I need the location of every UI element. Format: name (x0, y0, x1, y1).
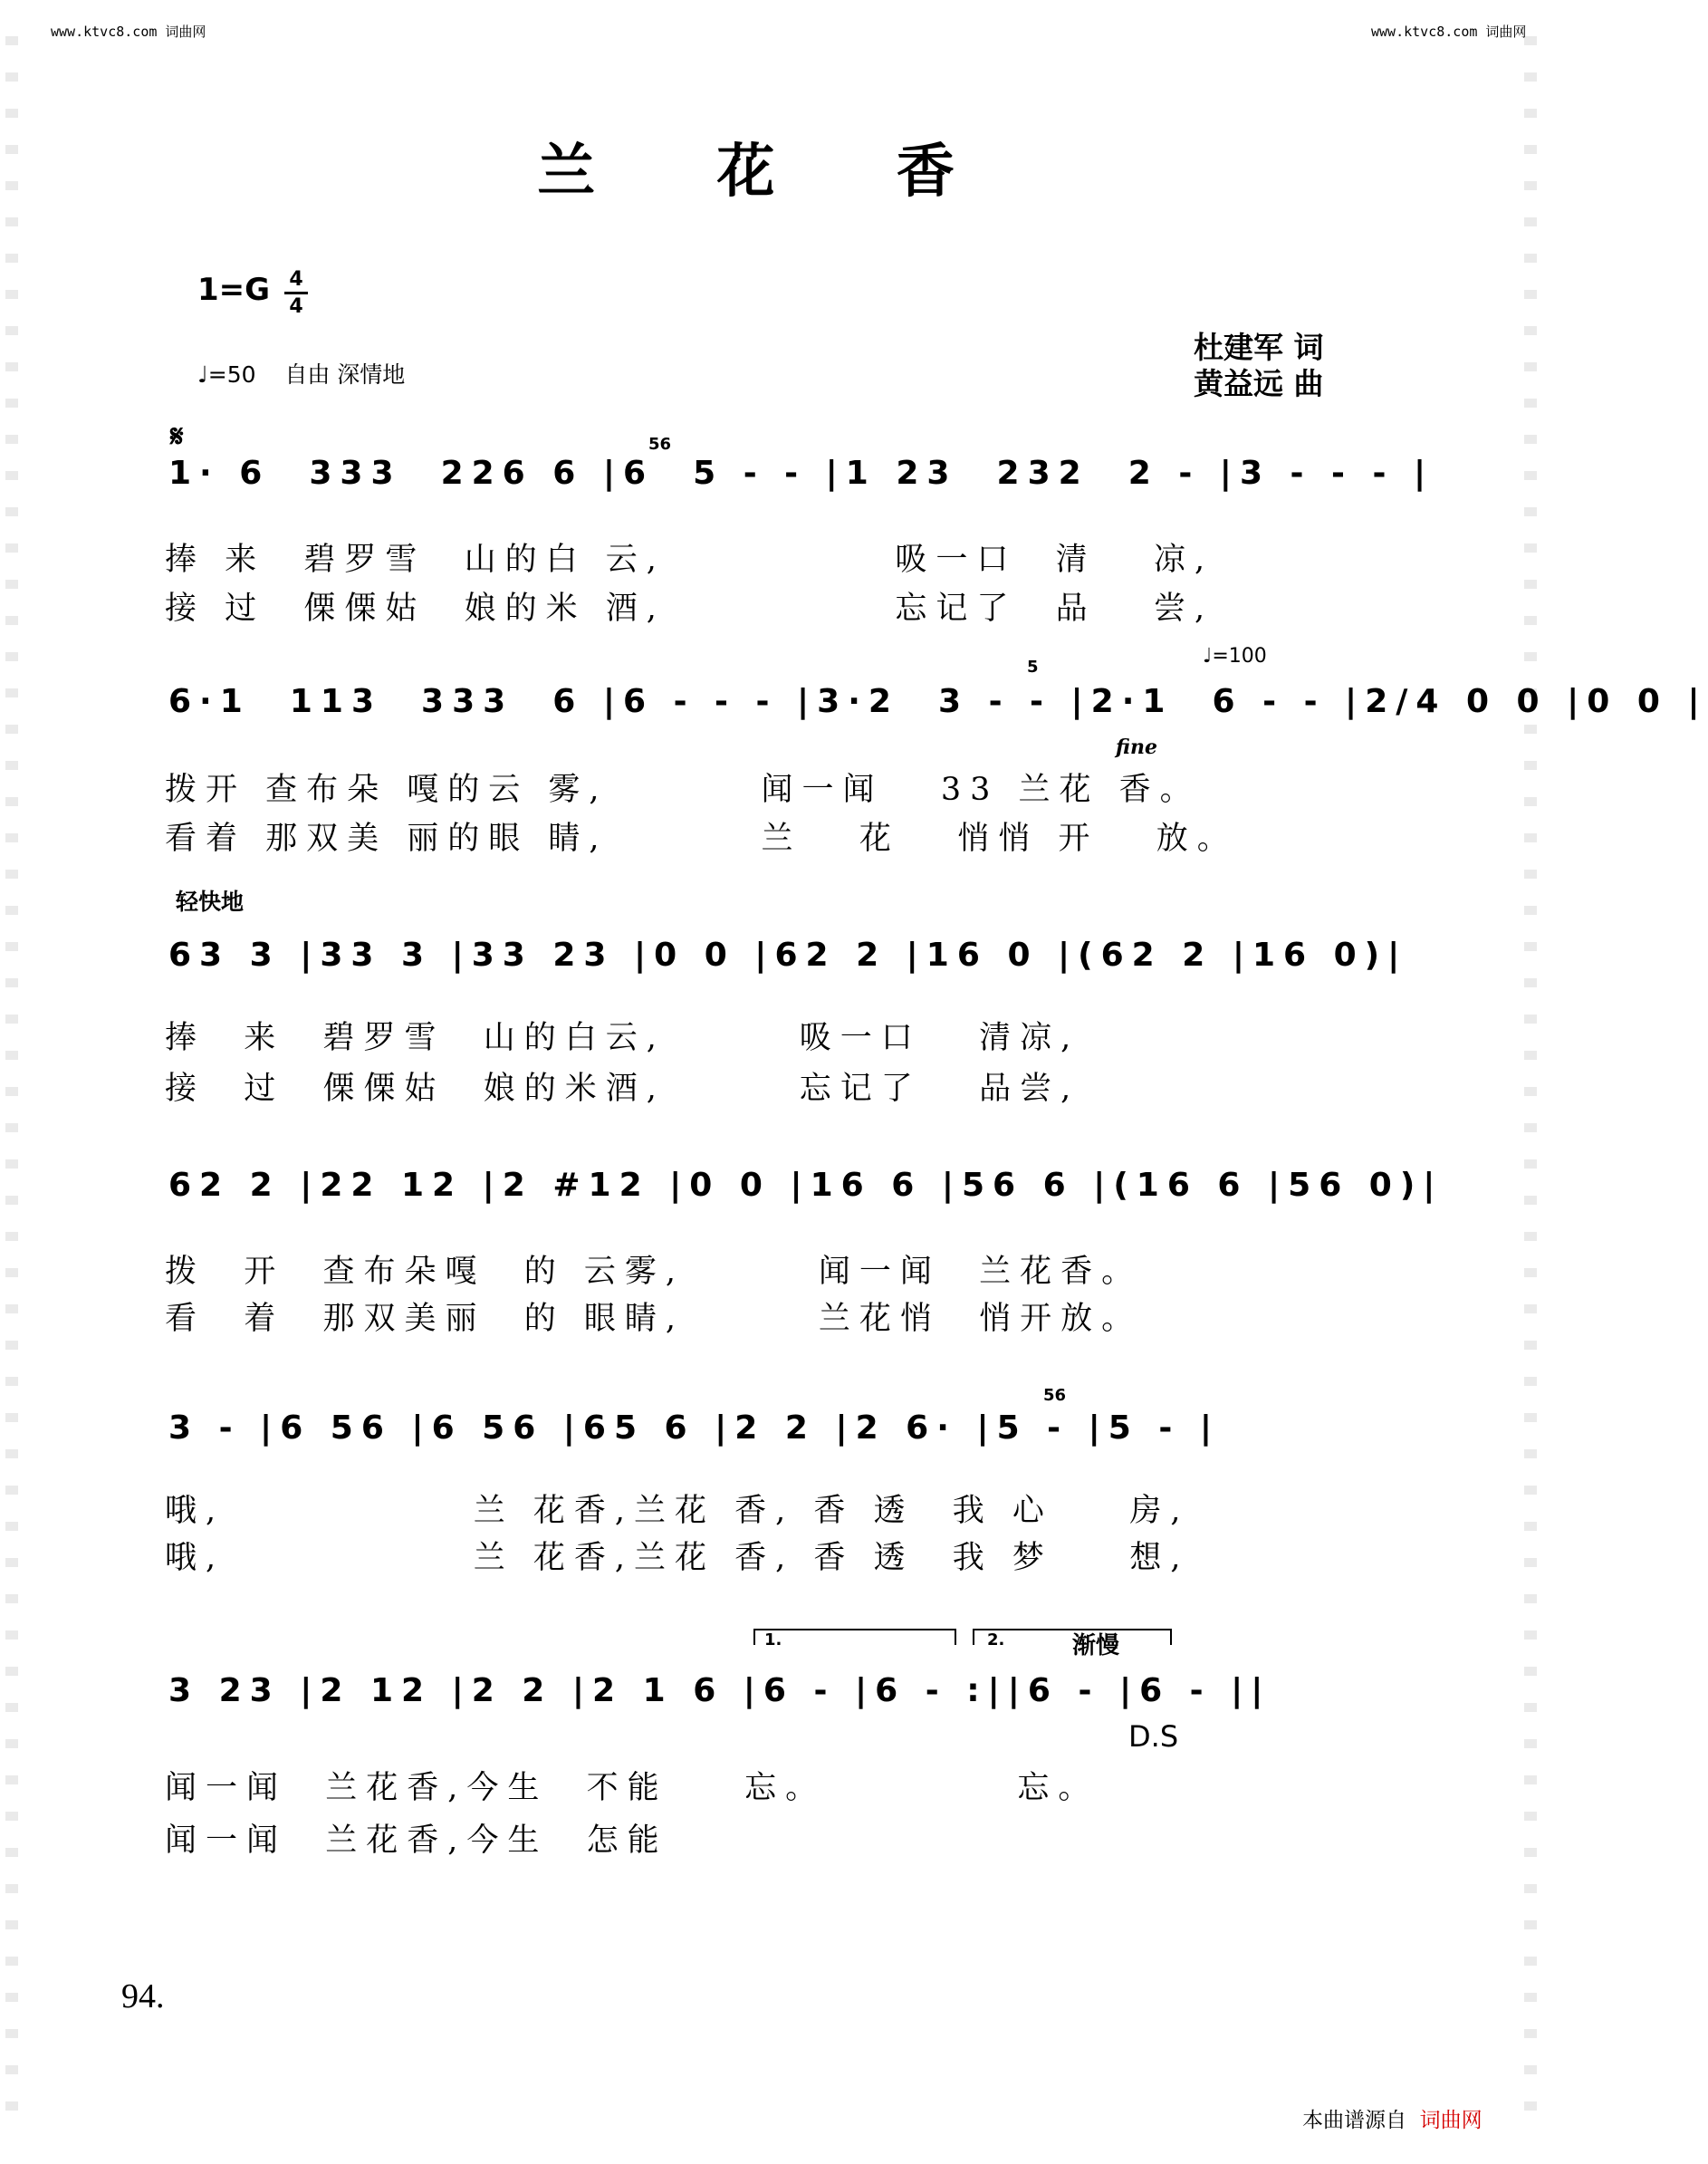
tempo-change: ♩=100 (1203, 645, 1267, 668)
dal-segno-marking: D.S (1128, 1719, 1179, 1754)
lyric-row-2b: 看着 那双美 丽的眼 睛, 兰 花 悄悄 开 放。 (165, 821, 1238, 857)
ritardando-marking: 渐慢 (1072, 1632, 1120, 1659)
lyric-row-6b: 闻一闻 兰花香,今生 怎能 (165, 1823, 668, 1859)
lyric-row-1b: 接 过 傈傈姑 娘的米 酒, 忘记了 品 尝, (165, 591, 1214, 627)
notation-row-6: 3 23 |2 12 |2 2 |2 1 6 |6 - |6 - :||6 - |6 - || (168, 1672, 1271, 1709)
expression-marking: 自由 深情地 (284, 361, 406, 388)
grace-note-3: 56 (1043, 1386, 1067, 1405)
fine-mark: fine (1116, 736, 1157, 759)
tempo-marking: ♩=50 自由 深情地 (197, 361, 406, 388)
site-header-right[interactable]: www.ktvc8.com 词曲网 (1371, 24, 1527, 40)
volta-1-label: 1. (764, 1630, 782, 1649)
lyricist: 杜建军 词 (1194, 330, 1324, 365)
lyric-row-5a: 哦, 兰 花香,兰花 香, 香 透 我 心 房, (165, 1493, 1190, 1529)
notation-row-4: 62 2 |22 12 |2 #12 |0 0 |16 6 |56 6 |(16 6 |56 0)| (168, 1167, 1444, 1204)
composer: 黄益远 曲 (1194, 366, 1324, 401)
credits (1194, 330, 1324, 402)
lyric-row-4a: 拨 开 查布朵嘎 的 云雾, 闻一闻 兰花香。 (165, 1254, 1143, 1290)
notation-row-1: 1· 6 333 226 6 |6 5 - - |1 23 232 2 - |3 - - - | (168, 455, 1435, 492)
segno-sign: 𝄋 (170, 418, 184, 455)
left-edge-watermark (5, 36, 18, 2138)
volta-bracket-1 (753, 1629, 956, 1645)
notation-row-3: 63 3 |33 3 |33 23 |0 0 |62 2 |16 0 |(62 2 |16 0)| (168, 937, 1408, 974)
right-edge-watermark (1524, 36, 1537, 2138)
notation-row-5: 3 - |6 56 |6 56 |65 6 |2 2 |2 6· |5 - |5 - | (168, 1409, 1220, 1447)
song-title: 兰 花 香 (537, 138, 1005, 206)
lyric-row-2a: 拨开 查布朵 嘎的云 雾, 闻一闻 33 兰花 香。 (165, 772, 1201, 808)
key-signature: 1=G (197, 272, 271, 308)
volta-2-label: 2. (987, 1630, 1005, 1649)
site-header-left[interactable]: www.ktvc8.com 词曲网 (51, 24, 206, 40)
lyric-row-5b: 哦, 兰 花香,兰花 香, 香 透 我 梦 想, (165, 1540, 1190, 1576)
notation-row-2: 6·1 113 333 6 |6 - - - |3·2 3 - - |2·1 6 - - |2/4 0 0 |0 0 | (168, 683, 1708, 720)
lyric-row-3b: 接 过 傈傈姑 娘的米酒, 忘记了 品尝, (165, 1071, 1080, 1107)
lyric-row-3a: 捧 来 碧罗雪 山的白云, 吸一口 清凉, (165, 1020, 1080, 1056)
time-signature: 4 4 (284, 268, 308, 318)
footer-site-link[interactable]: 词曲网 (1419, 2109, 1483, 2132)
grace-note-2: 5 (1027, 658, 1039, 677)
light-fast-marking: 轻快地 (176, 889, 245, 915)
lyric-row-1a: 捧 来 碧罗雪 山的白 云, 吸一口 清 凉, (165, 542, 1214, 578)
footer-source: 本曲谱源自 词曲网 (1302, 2109, 1483, 2132)
lyric-row-6a: 闻一闻 兰花香,今生 不能 忘。 忘。 (165, 1770, 1099, 1806)
page-number: 94. (121, 1977, 165, 2015)
grace-note-1: 56 (648, 435, 672, 454)
lyric-row-4b: 看 着 那双美丽 的 眼睛, 兰花悄 悄开放。 (165, 1301, 1143, 1337)
